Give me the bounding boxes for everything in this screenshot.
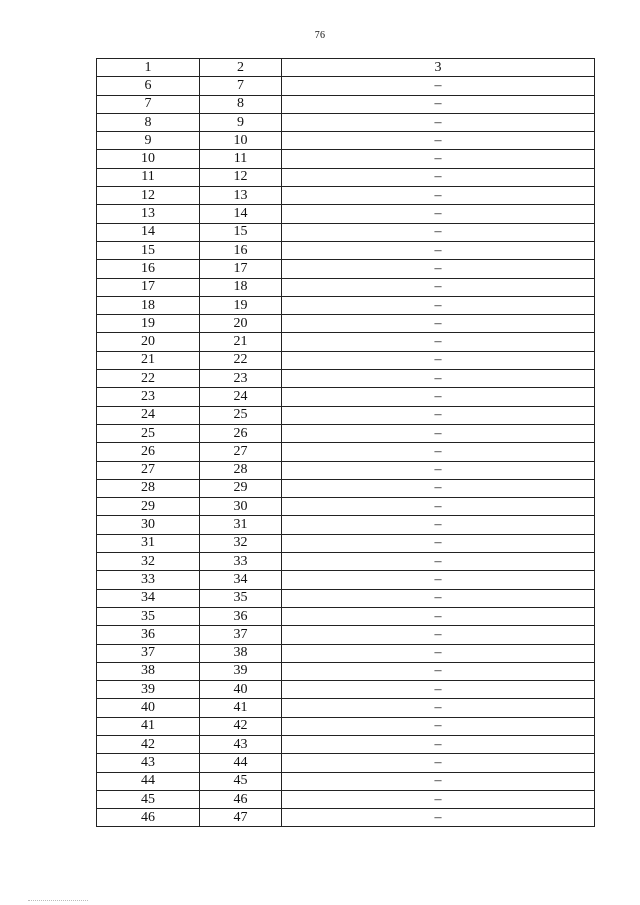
table-cell-col-3: – [282, 809, 595, 827]
table-cell-col-2: 47 [200, 809, 282, 827]
table-cell-col-3: – [282, 351, 595, 369]
table-row [97, 205, 595, 223]
table-cell-col-3: – [282, 223, 595, 241]
table-cell-col-2: 11 [200, 150, 282, 168]
table-cell-col-1: 30 [97, 516, 200, 534]
table-cell-col-2: 35 [200, 589, 282, 607]
table-cell-col-3: – [282, 735, 595, 753]
table-cell-col-1: 27 [97, 461, 200, 479]
table-cell-col-1: 44 [97, 772, 200, 790]
table-cell-col-2: 24 [200, 388, 282, 406]
table-cell-col-2: 15 [200, 223, 282, 241]
table-cell-col-1: 9 [97, 132, 200, 150]
table-cell-col-2: 42 [200, 717, 282, 735]
table-row [97, 754, 595, 772]
table-cell-col-1: 6 [97, 77, 200, 95]
table-cell-col-3: – [282, 516, 595, 534]
table-cell-col-1: 35 [97, 607, 200, 625]
table-row [97, 681, 595, 699]
table-cell-col-2: 46 [200, 790, 282, 808]
table-cell-col-2: 33 [200, 553, 282, 571]
table-cell-col-3: – [282, 607, 595, 625]
table-cell-col-3: – [282, 681, 595, 699]
table-cell-col-1: 12 [97, 187, 200, 205]
table-cell-col-3: – [282, 790, 595, 808]
table-row [97, 735, 595, 753]
table-row [97, 278, 595, 296]
table-cell-col-3: – [282, 571, 595, 589]
table-row [97, 388, 595, 406]
table-cell-col-2: 39 [200, 662, 282, 680]
table-row [97, 113, 595, 131]
table-cell-col-2: 36 [200, 607, 282, 625]
table-cell-col-3: – [282, 406, 595, 424]
table-row [97, 95, 595, 113]
table-row [97, 333, 595, 351]
table-cell-col-1: 45 [97, 790, 200, 808]
table-cell-col-2: 20 [200, 315, 282, 333]
table-cell-col-1: 13 [97, 205, 200, 223]
table-row [97, 443, 595, 461]
table-row [97, 187, 595, 205]
table-cell-col-2: 9 [200, 113, 282, 131]
table-cell-col-2: 21 [200, 333, 282, 351]
table-cell-col-3: – [282, 461, 595, 479]
page-number: 76 [314, 30, 326, 41]
table-cell-col-2: 30 [200, 498, 282, 516]
table-cell-col-2: 12 [200, 168, 282, 186]
table-cell-col-3: – [282, 150, 595, 168]
table-row [97, 461, 595, 479]
table-cell-col-1: 28 [97, 479, 200, 497]
table-cell-col-1: 14 [97, 223, 200, 241]
table-cell-col-3: – [282, 205, 595, 223]
table-cell-col-2: 44 [200, 754, 282, 772]
table-cell-col-3: – [282, 333, 595, 351]
table-cell-col-2: 7 [200, 77, 282, 95]
table-cell-col-1: 42 [97, 735, 200, 753]
table-row [97, 260, 595, 278]
table-cell-col-2: 28 [200, 461, 282, 479]
table-row [97, 772, 595, 790]
table-cell-col-3: – [282, 296, 595, 314]
table-cell-col-3: – [282, 772, 595, 790]
table-cell-col-2: 43 [200, 735, 282, 753]
table-cell-col-3: – [282, 424, 595, 442]
column-header-1: 1 [97, 59, 200, 77]
table-cell-col-2: 13 [200, 187, 282, 205]
table-cell-col-1: 36 [97, 626, 200, 644]
table-row [97, 168, 595, 186]
table-row [97, 315, 595, 333]
table-cell-col-2: 16 [200, 241, 282, 259]
table-cell-col-3: – [282, 241, 595, 259]
table-cell-col-3: – [282, 260, 595, 278]
table-row [97, 296, 595, 314]
table-cell-col-3: – [282, 77, 595, 95]
table-cell-col-1: 39 [97, 681, 200, 699]
table-row [97, 589, 595, 607]
table-cell-col-2: 31 [200, 516, 282, 534]
table-header-row [97, 59, 595, 77]
table-cell-col-1: 34 [97, 589, 200, 607]
table-cell-col-2: 25 [200, 406, 282, 424]
table-cell-col-1: 41 [97, 717, 200, 735]
table-row [97, 351, 595, 369]
column-header-2: 2 [200, 59, 282, 77]
table-row [97, 717, 595, 735]
table-cell-col-1: 21 [97, 351, 200, 369]
table-cell-col-1: 33 [97, 571, 200, 589]
table-cell-col-3: – [282, 370, 595, 388]
table-cell-col-3: – [282, 699, 595, 717]
table-cell-col-2: 38 [200, 644, 282, 662]
table-cell-col-2: 32 [200, 534, 282, 552]
table-row [97, 699, 595, 717]
table-cell-col-2: 41 [200, 699, 282, 717]
table-row [97, 223, 595, 241]
table-cell-col-1: 29 [97, 498, 200, 516]
table-cell-col-3: – [282, 187, 595, 205]
table-cell-col-1: 38 [97, 662, 200, 680]
table-cell-col-2: 14 [200, 205, 282, 223]
table-row [97, 132, 595, 150]
data-table [96, 58, 595, 827]
table-cell-col-2: 27 [200, 443, 282, 461]
table-cell-col-3: – [282, 662, 595, 680]
table-row [97, 626, 595, 644]
table-cell-col-3: – [282, 443, 595, 461]
table-cell-col-2: 22 [200, 351, 282, 369]
table-cell-col-3: – [282, 132, 595, 150]
table-cell-col-2: 37 [200, 626, 282, 644]
table-row [97, 150, 595, 168]
table-row [97, 516, 595, 534]
table-cell-col-1: 31 [97, 534, 200, 552]
table-cell-col-3: – [282, 717, 595, 735]
footer-scan-mark [28, 900, 88, 903]
table-cell-col-3: – [282, 498, 595, 516]
table-cell-col-1: 15 [97, 241, 200, 259]
table-cell-col-1: 10 [97, 150, 200, 168]
table-row [97, 406, 595, 424]
table-row [97, 607, 595, 625]
table-row [97, 809, 595, 827]
table-cell-col-2: 8 [200, 95, 282, 113]
table-cell-col-2: 34 [200, 571, 282, 589]
table-cell-col-2: 18 [200, 278, 282, 296]
table-row [97, 77, 595, 95]
table-cell-col-2: 10 [200, 132, 282, 150]
table-cell-col-3: – [282, 388, 595, 406]
table-cell-col-1: 22 [97, 370, 200, 388]
table-cell-col-1: 24 [97, 406, 200, 424]
table-cell-col-3: – [282, 534, 595, 552]
table-row [97, 553, 595, 571]
table-cell-col-3: – [282, 479, 595, 497]
table-cell-col-2: 26 [200, 424, 282, 442]
table-cell-col-3: – [282, 95, 595, 113]
table-cell-col-3: – [282, 644, 595, 662]
table-cell-col-1: 46 [97, 809, 200, 827]
table-cell-col-1: 43 [97, 754, 200, 772]
table-cell-col-3: – [282, 589, 595, 607]
table-cell-col-2: 17 [200, 260, 282, 278]
table-cell-col-1: 25 [97, 424, 200, 442]
table-cell-col-1: 23 [97, 388, 200, 406]
table-cell-col-2: 40 [200, 681, 282, 699]
table-row [97, 534, 595, 552]
table-cell-col-3: – [282, 754, 595, 772]
table-row [97, 498, 595, 516]
table-cell-col-3: – [282, 315, 595, 333]
table-cell-col-1: 16 [97, 260, 200, 278]
table-cell-col-1: 17 [97, 278, 200, 296]
table-cell-col-1: 19 [97, 315, 200, 333]
table-row [97, 790, 595, 808]
table-body [97, 77, 595, 827]
table-cell-col-1: 8 [97, 113, 200, 131]
table-cell-col-1: 7 [97, 95, 200, 113]
table-cell-col-1: 20 [97, 333, 200, 351]
table-cell-col-3: – [282, 626, 595, 644]
table-cell-col-1: 40 [97, 699, 200, 717]
table-row [97, 571, 595, 589]
table-cell-col-3: – [282, 278, 595, 296]
table-cell-col-2: 29 [200, 479, 282, 497]
table-row [97, 479, 595, 497]
column-header-3: 3 [282, 59, 595, 77]
table-cell-col-1: 37 [97, 644, 200, 662]
table-cell-col-1: 32 [97, 553, 200, 571]
table-cell-col-2: 45 [200, 772, 282, 790]
table-cell-col-3: – [282, 553, 595, 571]
table-cell-col-2: 23 [200, 370, 282, 388]
table-cell-col-1: 26 [97, 443, 200, 461]
table-cell-col-3: – [282, 168, 595, 186]
table-cell-col-1: 18 [97, 296, 200, 314]
table-row [97, 370, 595, 388]
table-row [97, 644, 595, 662]
table-cell-col-2: 19 [200, 296, 282, 314]
table-row [97, 662, 595, 680]
table-cell-col-1: 11 [97, 168, 200, 186]
table-row [97, 424, 595, 442]
table-row [97, 241, 595, 259]
table-cell-col-3: – [282, 113, 595, 131]
